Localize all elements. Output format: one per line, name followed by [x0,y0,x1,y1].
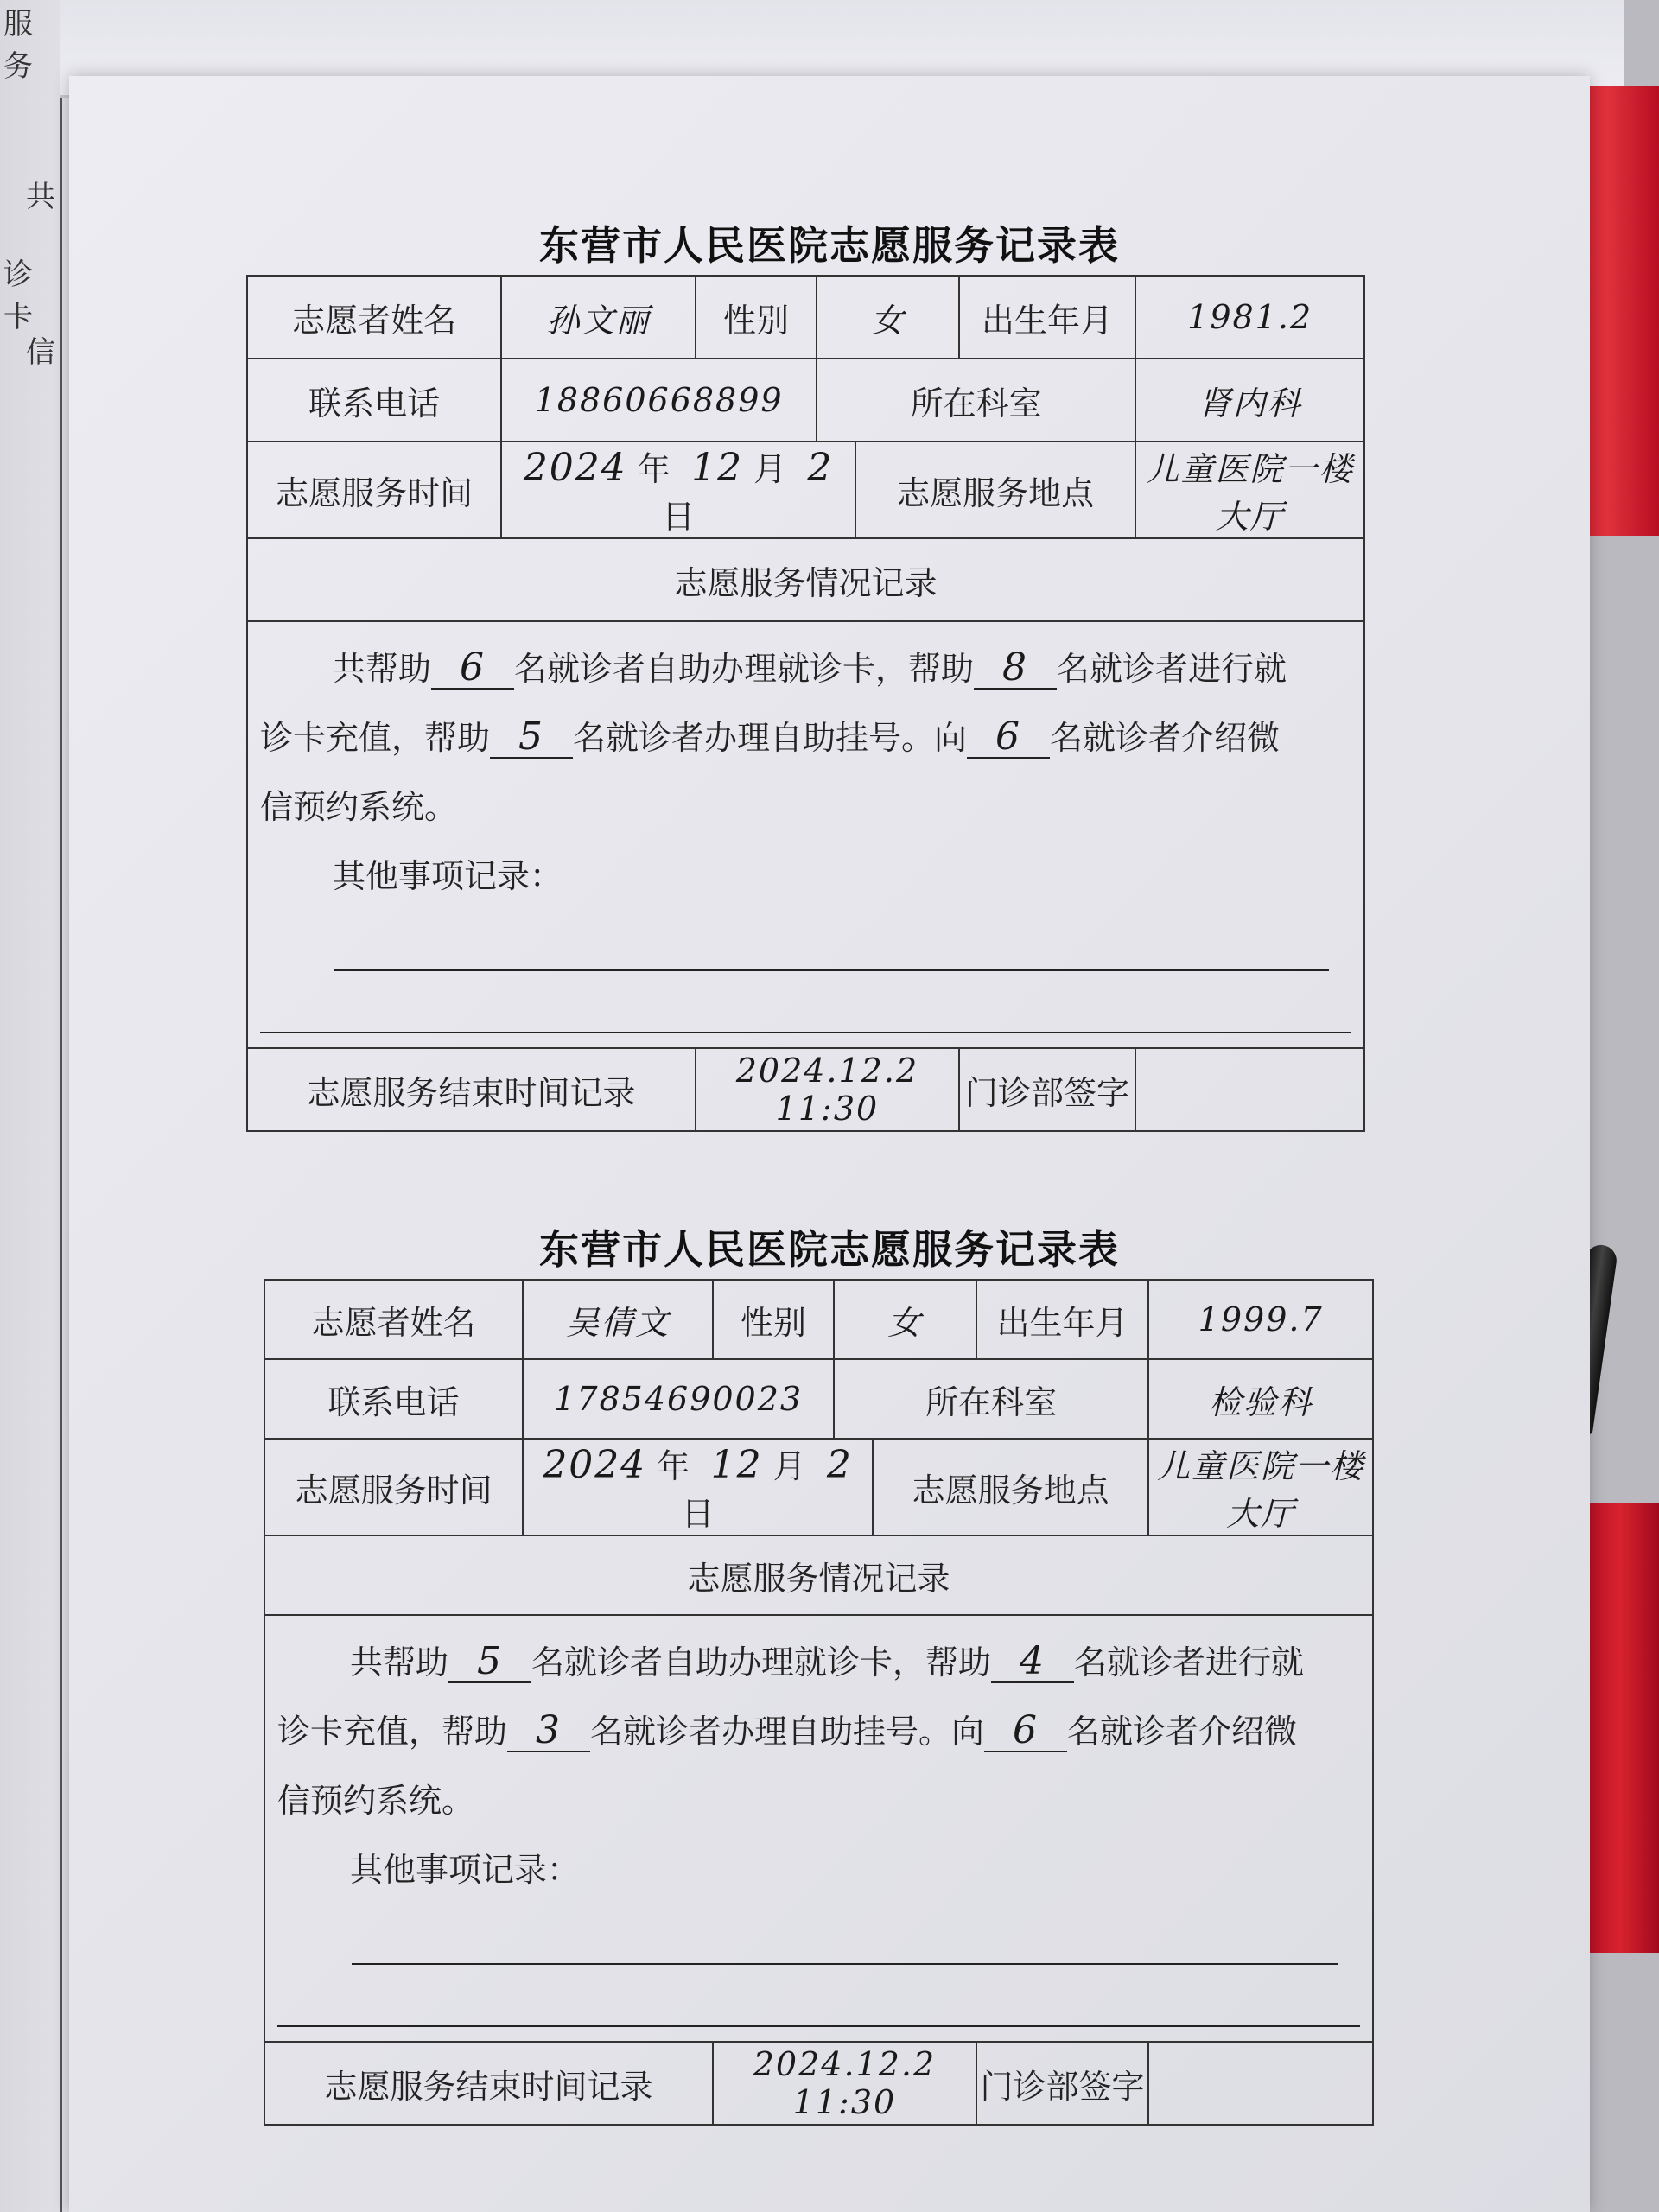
record-text: 名就诊者自助办理就诊卡，帮助 [514,650,975,688]
month-unit: 月 [772,1447,806,1485]
day-unit: 日 [662,498,696,536]
record-text: 诊卡充值，帮助 [260,719,491,757]
registration-count[interactable]: 3 [507,1711,590,1752]
wechat-intro-count[interactable]: 6 [967,717,1050,759]
record-text: 名就诊者介绍微 [1067,1713,1298,1751]
service-place-label: 志愿服务地点 [873,1439,1148,1535]
service-place-value[interactable]: 儿童医院一楼大厅 [1148,1439,1373,1535]
department-value[interactable]: 检验科 [1148,1359,1373,1439]
day-unit: 日 [681,1495,715,1533]
phone-value[interactable]: 17854690023 [523,1359,834,1439]
gender-value[interactable]: 女 [834,1280,976,1359]
other-items-line[interactable] [277,2025,1360,2027]
month-unit: 月 [753,450,787,488]
service-year: 2024 [543,1443,647,1487]
underlying-text: 信 [26,335,55,370]
gender-label: 性别 [696,276,817,359]
registration-count[interactable]: 5 [490,717,573,759]
name-label: 志愿者姓名 [264,1280,523,1359]
other-items-label: 其他事项记录： [350,1851,581,1889]
record-line: 信预约系统。 [277,1782,475,1820]
other-items-line[interactable] [334,969,1329,971]
service-month: 12 [691,446,744,490]
gender-label: 性别 [713,1280,834,1359]
record-text: 名就诊者进行就 [1057,650,1287,688]
record-text: 名就诊者自助办理就诊卡，帮助 [531,1643,992,1681]
service-date-value[interactable] [523,1439,873,1535]
birth-label: 出生年月 [976,1280,1149,1359]
underlying-text: 服务 [3,7,33,84]
service-time-label: 志愿服务时间 [247,442,501,538]
name-value[interactable]: 吴倩文 [523,1280,713,1359]
record-line [260,634,1348,703]
birth-value[interactable]: 1999.7 [1148,1280,1373,1359]
record-body [247,621,1364,1048]
service-year: 2024 [523,446,627,490]
phone-label: 联系电话 [264,1359,523,1439]
phone-value[interactable]: 18860668899 [501,359,817,442]
department-label: 所在科室 [817,359,1135,442]
underlying-text: 共 [26,180,55,214]
record-text: 名就诊者进行就 [1074,1643,1305,1681]
record-body [264,1615,1373,2042]
end-time-label: 志愿服务结束时间记录 [247,1048,696,1131]
service-place-value[interactable]: 儿童医院一楼大厅 [1135,442,1364,538]
signature-label: 门诊部签字 [959,1048,1136,1131]
wechat-intro-count[interactable]: 6 [984,1711,1067,1752]
year-unit: 年 [637,450,671,488]
record-line [277,1628,1357,1697]
record-text: 诊卡充值，帮助 [277,1713,508,1751]
birth-value[interactable]: 1981.2 [1135,276,1364,359]
other-items-label: 其他事项记录： [333,857,563,895]
record-line: 信预约系统。 [260,788,458,826]
signature-label: 门诊部签字 [976,2042,1149,2125]
record-text: 名就诊者办理自助挂号。向 [590,1713,985,1751]
service-place-label: 志愿服务地点 [855,442,1135,538]
other-items-line[interactable] [352,1963,1338,1965]
department-label: 所在科室 [834,1359,1148,1439]
birth-label: 出生年月 [959,276,1136,359]
service-time-label: 志愿服务时间 [264,1439,523,1535]
record-line [277,1697,1357,1766]
record-form-2 [264,1279,1374,2126]
red-folder-edge [1581,1503,1659,1953]
record-section-header: 志愿服务情况记录 [264,1535,1373,1615]
end-time-value[interactable]: 2024.12.2 11:30 [696,1048,959,1131]
record-form-1 [246,275,1365,1132]
year-unit: 年 [657,1447,690,1485]
end-time-value[interactable]: 2024.12.2 11:30 [713,2042,976,2125]
recharge-count[interactable]: 4 [991,1642,1074,1683]
department-value[interactable]: 肾内科 [1135,359,1364,442]
underlying-text: 诊卡 [3,257,33,334]
service-day: 2 [826,1443,853,1487]
service-day: 2 [807,446,834,490]
end-time-label: 志愿服务结束时间记录 [264,2042,713,2125]
name-value[interactable]: 孙文丽 [501,276,696,359]
help-card-count[interactable]: 6 [431,648,514,690]
record-text: 共帮助 [333,650,432,688]
signature-value[interactable] [1148,2042,1373,2125]
service-month: 12 [710,1443,763,1487]
phone-label: 联系电话 [247,359,501,442]
gender-value[interactable]: 女 [817,276,959,359]
other-items-line[interactable] [260,1032,1351,1033]
record-section-header: 志愿服务情况记录 [247,538,1364,621]
help-card-count[interactable]: 5 [448,1642,531,1683]
record-text: 名就诊者办理自助挂号。向 [573,719,968,757]
service-date-value[interactable] [501,442,855,538]
underlying-sheet-edge [0,0,62,2212]
name-label: 志愿者姓名 [247,276,501,359]
form-title: 东营市人民医院志愿服务记录表 [539,1226,1120,1273]
record-text: 名就诊者介绍微 [1050,719,1281,757]
record-text: 共帮助 [350,1643,449,1681]
recharge-count[interactable]: 8 [974,648,1057,690]
record-line [260,703,1348,772]
form-title: 东营市人民医院志愿服务记录表 [539,222,1120,269]
record-sheet [69,76,1590,2212]
signature-value[interactable] [1135,1048,1364,1131]
